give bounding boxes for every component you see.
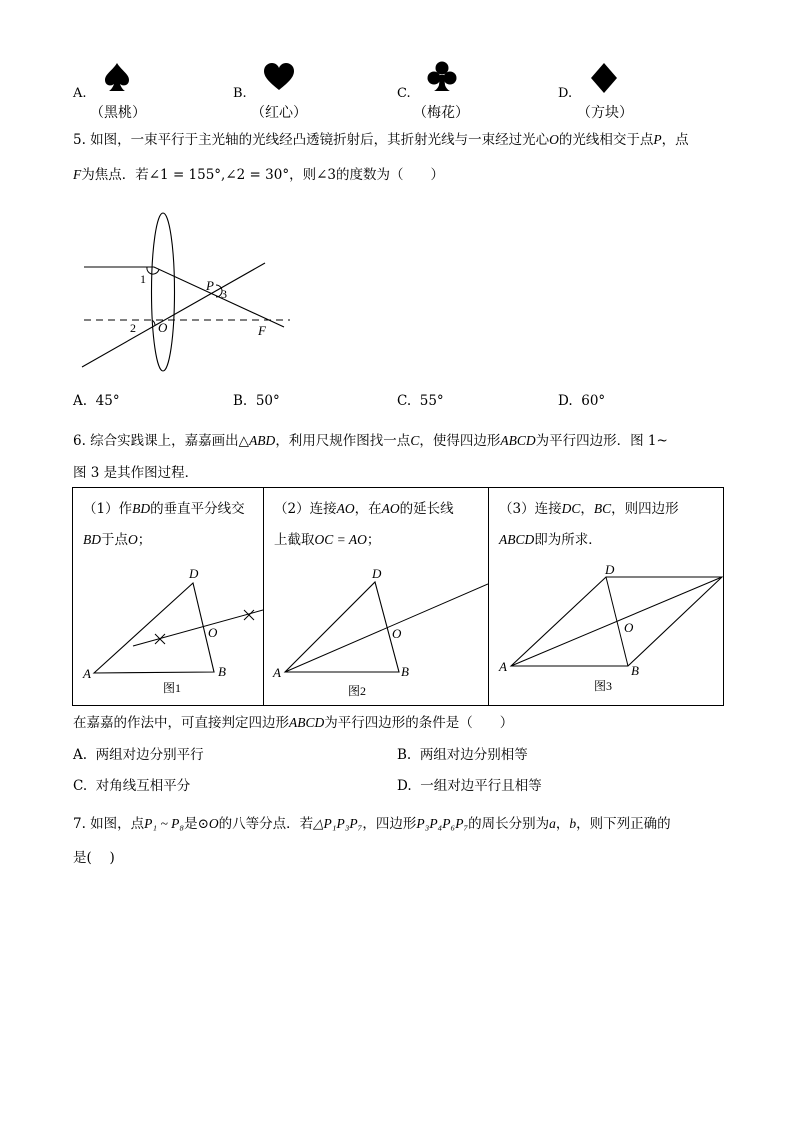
fig3-point-b: B — [631, 663, 639, 678]
figure-3 — [489, 562, 723, 706]
fig3-caption: 图3 — [594, 679, 613, 693]
q4-option-c-letter: C. — [397, 86, 411, 101]
step-1-text-line1: （1）作BD的垂直平分线交 — [83, 501, 245, 517]
q5-lens-figure — [70, 205, 310, 385]
q6-question-line: 在嘉嘉的作法中，可直接判定四边形ABCD为平行四边形的条件是（ ） — [73, 715, 514, 731]
q5-stem-line1: 5. 如图，一束平行于主光轴的光线经凸透镜折射后，其折射光线与一束经过光心O的光线相交于点P，点 — [73, 132, 689, 148]
diagonal-ac — [511, 577, 722, 666]
q4-option-a-label: （黑桃） — [90, 105, 146, 121]
fig2-point-b: B — [401, 664, 409, 679]
point-p-label: P — [206, 278, 214, 293]
q6-option-b: B. 两组对边分别相等 — [397, 747, 528, 763]
step-2-text-line1: （2）连接AO，在AO的延长线 — [274, 501, 454, 517]
step-3-text-line1: （3）连接DC，BC，则四边形 — [499, 501, 679, 517]
convex-lens — [152, 213, 175, 371]
angle-3-label: 3 — [221, 287, 227, 301]
step-2-text-line2: 上截取OC = AO； — [274, 532, 381, 548]
figure-2 — [264, 562, 488, 706]
q7-stem-line2: 是( ) — [73, 850, 115, 866]
triangle-abd — [285, 582, 399, 672]
point-o-label: O — [158, 320, 168, 335]
fig1-point-o: O — [208, 625, 218, 640]
fig1-point-b: B — [218, 664, 226, 679]
central-light-ray — [82, 263, 265, 367]
q4-option-c-label: （梅花） — [413, 105, 469, 121]
q5-option-d: D. 60° — [558, 393, 606, 409]
fig1-caption: 图1 — [163, 681, 182, 695]
q4-option-b-label: （红心） — [251, 105, 307, 121]
club-icon — [427, 61, 457, 92]
angle-1-label: 1 — [140, 272, 146, 286]
q6-option-a: A. 两组对边分别平行 — [73, 747, 204, 763]
q4-option-d-label: （方块） — [577, 105, 633, 121]
q4-option-a-letter: A. — [73, 86, 87, 101]
fig2-point-d: D — [372, 566, 382, 581]
point-f-label: F — [258, 323, 266, 338]
spade-icon — [104, 62, 130, 92]
figure-1 — [73, 562, 263, 706]
fig3-point-o: O — [624, 620, 634, 635]
q6-option-c: C. 对角线互相平分 — [73, 778, 191, 794]
refracted-light-ray — [84, 267, 284, 327]
triangle-abd — [94, 583, 214, 673]
ray-ao-extended — [285, 584, 488, 672]
step-2-cell — [264, 488, 489, 706]
fig2-point-a: A — [273, 665, 281, 680]
angle-2-label: 2 — [130, 321, 136, 335]
step-1-cell — [73, 488, 264, 706]
q6-construction-steps-table — [72, 487, 724, 706]
q5-stem-line2: F为焦点．若∠1 = 155°,∠2 = 30°，则∠3的度数为（ ） — [73, 167, 444, 183]
q4-option-b-letter: B. — [233, 86, 247, 101]
fig2-caption: 图2 — [348, 684, 367, 698]
q7-stem-line1: 7. 如图，点P₁ ~ P₈是⊙O的八等分点．若△P₁P₃P₇，四边形P₃P₄P₆P₇的周长分别为a，b，则下列正确的 — [73, 816, 671, 832]
q5-option-a: A. 45° — [73, 393, 120, 409]
step-3-text-line2: ABCD即为所求． — [499, 532, 602, 548]
q5-option-b: B. 50° — [233, 393, 280, 409]
heart-icon — [263, 63, 295, 91]
fig3-point-d: D — [605, 562, 615, 577]
q6-stem-line2: 图 3 是其作图过程． — [73, 465, 199, 481]
step-3-cell — [489, 488, 724, 706]
fig1-point-a: A — [83, 666, 91, 681]
fig3-point-a: A — [499, 659, 507, 674]
q4-option-d-letter: D. — [558, 86, 573, 101]
fig1-point-d: D — [189, 566, 199, 581]
diamond-icon — [590, 63, 618, 93]
q6-option-d: D. 一组对边平行且相等 — [397, 778, 542, 794]
fig2-point-o: O — [392, 626, 402, 641]
perpendicular-bisector — [133, 610, 263, 646]
q6-stem-line1: 6. 综合实践课上，嘉嘉画出△ABD，利用尺规作图找一点C，使得四边形ABCD为平行四边形．图 1~ — [73, 433, 668, 449]
q5-option-c: C. 55° — [397, 393, 444, 409]
step-1-text-line2: BD于点O； — [83, 532, 152, 548]
